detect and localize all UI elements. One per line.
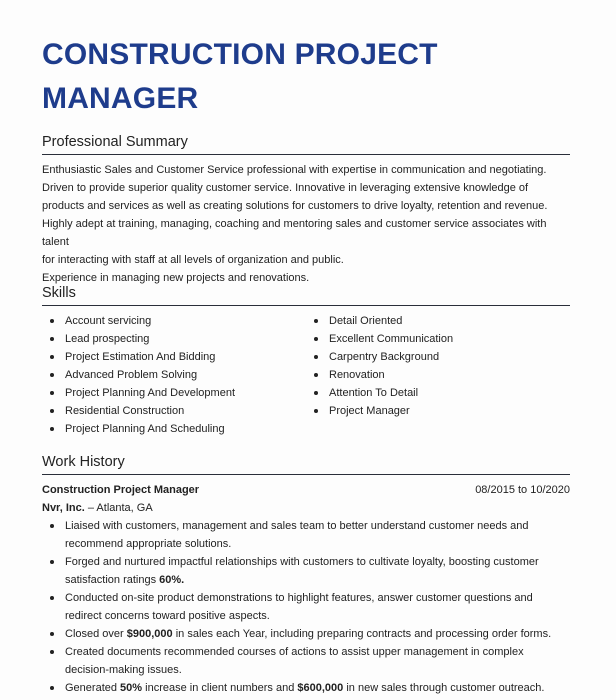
skill-item: Excellent Communication: [306, 330, 570, 348]
section-heading: Skills: [42, 284, 570, 306]
summary-text: [42, 161, 570, 287]
skill-item: Detail Oriented: [306, 312, 570, 330]
skill-item: Account servicing: [42, 312, 306, 330]
skill-item: Advanced Problem Solving: [42, 366, 306, 384]
bold-text: $900,000: [126, 628, 173, 640]
summary-line: Driven to provide superior quality customer service. Innovative in leveraging extensive knowledge of: [42, 182, 529, 194]
bullet-text: Closed over: [65, 628, 127, 640]
skill-item: Project Estimation And Bidding: [42, 348, 306, 366]
section-heading: Work History: [42, 453, 570, 475]
bullet-text: Forged and nurtured impactful relationships with customers to cultivate loyalty, boosting customer satisfaction ratings: [65, 556, 539, 586]
job-bullet: [42, 589, 562, 625]
skill-item: Attention To Detail: [306, 384, 570, 402]
bold-text: $600,000: [297, 682, 344, 694]
bullet-text: Created documents recommended courses of actions to assist upper management in complex decision-making issues.: [65, 646, 524, 676]
title-line-1: CONSTRUCTION PROJECT: [42, 38, 438, 71]
title-line-2: MANAGER: [42, 82, 199, 115]
bullet-text: in sales each Year, including preparing contracts and processing order forms.: [172, 628, 552, 640]
skill-item: Residential Construction: [42, 402, 306, 420]
job-title: Construction Project Manager: [42, 484, 200, 496]
job-bullet: [42, 643, 562, 679]
bullet-text: increase in client numbers and: [142, 682, 298, 694]
summary-line: products and services as well as creating solutions for customers to drive loyalty, retention and revenue.: [42, 200, 548, 212]
summary-line: Enthusiastic Sales and Customer Service professional with expertise in communication and negotiating.: [42, 164, 547, 176]
summary-line: for interacting with staff at all levels of organization and public.: [42, 254, 344, 266]
skill-item: Lead prospecting: [42, 330, 306, 348]
job-bullet: [42, 553, 562, 589]
company-line: [42, 499, 570, 517]
section-heading: Professional Summary: [42, 133, 570, 155]
summary-line: Highly adept at training, managing, coaching and mentoring sales and customer service associates with talent: [42, 218, 547, 248]
summary-line: Experience in managing new projects and renovations.: [42, 272, 310, 284]
skill-item: Project Planning And Development: [42, 384, 306, 402]
bold-text: 50%: [120, 682, 143, 694]
company-location: – Atlanta, GA: [84, 502, 153, 514]
skill-item: Project Planning And Scheduling: [42, 420, 306, 438]
skills-list-right: [306, 312, 570, 438]
job-bullet: [42, 679, 562, 697]
bullet-text: Conducted on-site product demonstrations to highlight features, answer customer questions and redirect concerns toward positive aspects.: [65, 592, 533, 622]
bold-text: 60%.: [159, 574, 185, 586]
skills-list-left: [42, 312, 306, 438]
job-bullet: [42, 517, 562, 553]
job-dates: 08/2015 to 10/2020: [475, 484, 570, 496]
job-bullet: [42, 625, 562, 643]
bullet-text: in new sales through customer outreach.: [343, 682, 545, 694]
work-history-section: [42, 453, 570, 697]
bullet-text: Liaised with customers, management and sales team to better understand customer needs and recommend appropriate solutions.: [65, 520, 529, 550]
professional-summary-section: [42, 133, 570, 287]
job-bullets: [42, 517, 562, 697]
skill-item: Renovation: [306, 366, 570, 384]
bullet-text: Generated: [65, 682, 121, 694]
company-name: Nvr, Inc.: [42, 502, 85, 514]
resume-title: [42, 33, 438, 121]
skill-item: Project Manager: [306, 402, 570, 420]
skill-item: Carpentry Background: [306, 348, 570, 366]
skills-section: [42, 284, 570, 438]
